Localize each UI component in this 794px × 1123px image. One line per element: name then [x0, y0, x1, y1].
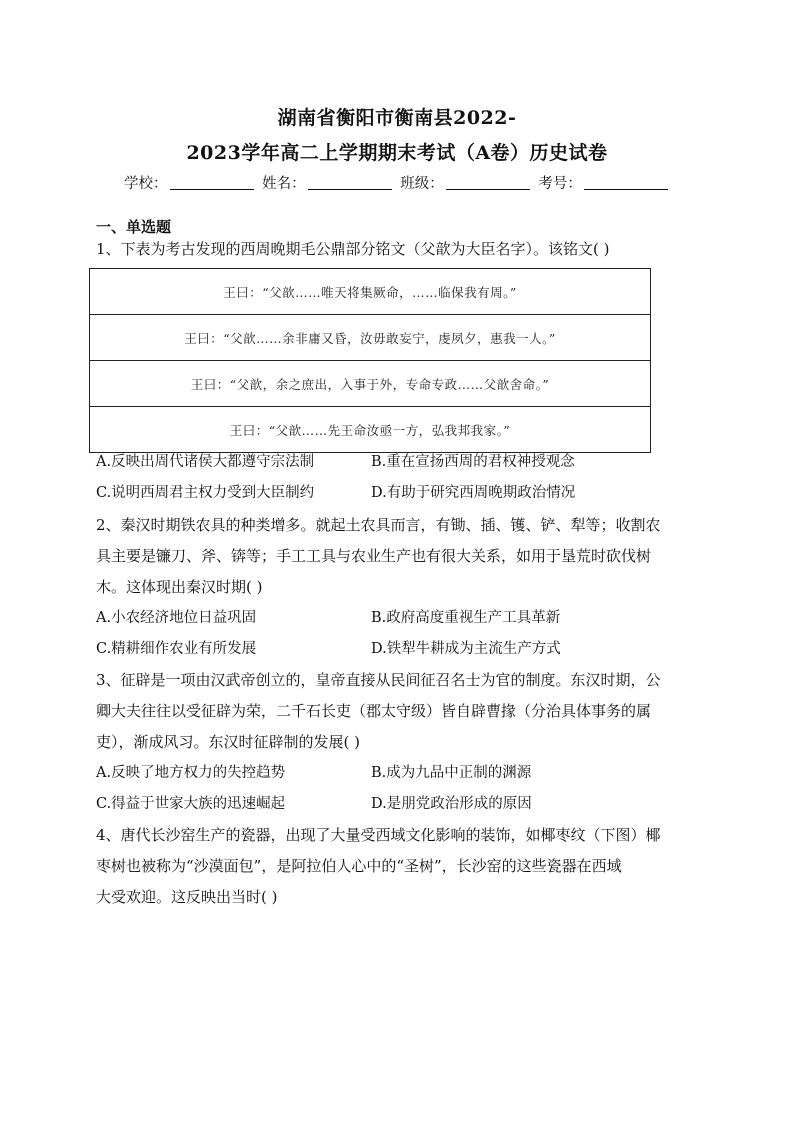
option-b[interactable]: B.政府高度重视生产工具革新: [371, 610, 561, 626]
stem-line: 木。这体现出秦汉时期( ): [96, 578, 263, 596]
stem-line: 卿大夫往往以受征辟为荣，二千石长吏（郡太守级）皆自辟曹掾（分治具体事务的属: [96, 702, 652, 720]
inscription-row: 王曰：“父歆，余之庶出，入事于外，专命专政……父歆舍命。”: [90, 361, 650, 407]
class-label: 班级：: [400, 176, 444, 192]
stem-line: 具主要是镰刀、斧、锛等；手工工具与农业生产也有很大关系，如用于垦荒时砍伐树: [96, 547, 652, 565]
inscription-row: 王曰：“父歆……先王命汝亟一方，弘我邦我家。”: [229, 422, 511, 438]
exam-number-label: 考号：: [538, 176, 582, 192]
school-label: 学校：: [124, 176, 168, 192]
question-1-stem: 1、下表为考古发现的西周晚期毛公鼎部分铭文（父歆为大臣名字）。该铭文( ): [96, 240, 610, 258]
student-info-row: [124, 172, 672, 193]
option-d[interactable]: D.有助于研究西周晚期政治情况: [371, 485, 576, 501]
option-d[interactable]: D.铁犁牛耕成为主流生产方式: [371, 641, 561, 657]
option-a[interactable]: A.反映了地方权力的失控趋势: [96, 765, 286, 781]
option-a[interactable]: A.小农经济地位日益巩固: [96, 610, 257, 626]
option-b[interactable]: B.成为九品中正制的渊源: [371, 765, 532, 781]
question-4-stem: [96, 820, 698, 913]
class-blank: [446, 175, 530, 190]
section-title: 一、单选题: [96, 218, 172, 236]
option-b[interactable]: B.重在宣扬西周的君权神授观念: [371, 454, 575, 470]
question-3-options: [96, 758, 716, 820]
option-c[interactable]: C.精耕细作农业有所发展: [96, 641, 257, 657]
question-2-options: [96, 603, 716, 665]
question-1-options: [96, 447, 716, 509]
question-2-stem: [96, 510, 698, 603]
school-blank: [170, 175, 254, 190]
inscription-row: 王曰：“父歆……余非庸又昏，汝毋敢妄宁，虔夙夕，惠我一人。”: [90, 315, 650, 361]
stem-line: 大受欢迎。这反映出当时( ): [96, 888, 278, 906]
stem-line: 吏），渐成风习。东汉时征辟制的发展( ): [96, 733, 360, 751]
name-blank: [308, 175, 392, 190]
stem-line: 2、秦汉时期铁农具的种类增多。就起土农具而言，有锄、插、镬、铲、犁等；收割农: [96, 516, 661, 534]
exam-title-line-2: 2023学年高二上学期期末考试（A卷）历史试卷: [186, 142, 608, 164]
option-c[interactable]: C.说明西周君主权力受到大臣制约: [96, 485, 315, 501]
inscription-row: 王曰：“父歆……唯天将集厥命，……临保我有周。”: [90, 269, 650, 315]
stem-line: 4、唐代长沙窑生产的瓷器，出现了大量受西域文化影响的装饰，如椰枣纹（下图）椰: [96, 826, 661, 844]
option-d[interactable]: D.是朋党政治形成的原因: [371, 796, 532, 812]
inscription-table: [89, 268, 651, 453]
stem-line: 枣树也被称为“沙漠面包”，是阿拉伯人心中的“圣树”，长沙窑的这些瓷器在西域: [96, 857, 622, 875]
exam-number-blank: [584, 175, 668, 190]
option-a[interactable]: A.反映出周代诸侯大都遵守宗法制: [96, 454, 315, 470]
exam-title-line-1: 湖南省衡阳市衡南县2022-: [277, 107, 517, 129]
name-label: 姓名：: [262, 176, 306, 192]
option-c[interactable]: C.得益于世家大族的迅速崛起: [96, 796, 286, 812]
question-3-stem: [96, 665, 698, 758]
stem-line: 3、征辟是一项由汉武帝创立的，皇帝直接从民间征召名士为官的制度。东汉时期，公: [96, 671, 661, 689]
